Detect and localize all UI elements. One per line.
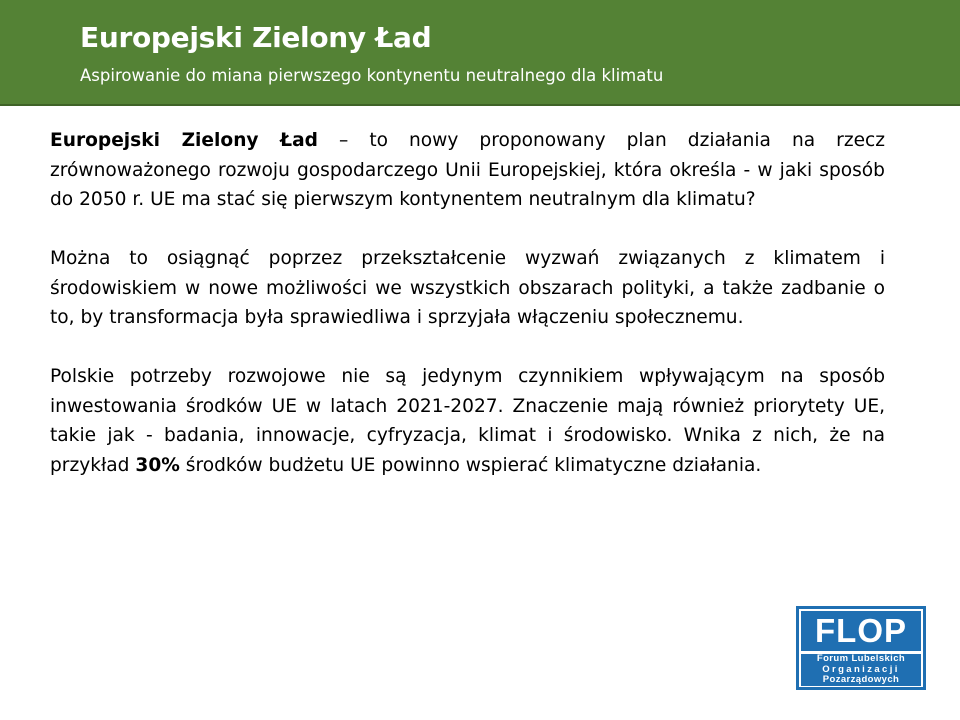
logo-line-2: Organizacji [822,663,900,675]
flop-logo [796,606,926,690]
slide-subtitle: Aspirowanie do miana pierwszego kontynentu neutralnego dla klimatu [80,66,664,85]
paragraph-priorities-text-after: środków budżetu UE powinno wspierać klimatyczne działania. [179,454,762,476]
paragraph-priorities-text-before: Polskie potrzeby rozwojowe nie są jedynym czynnikiem wpływającym na sposób inwestowania środków UE w latach 2021-2027. Znaczenie mają również priorytety UE, takie jak - badania, innowacje, cyfryzacja, klimat i środowisko. Wnika z nich, że na przykład [50,366,885,476]
paragraph-approach-text: Można to osiągnąć poprzez przekształcenie wyzwań związanych z klimatem i środowiskiem w nowe możliwości we wszystkich obszarach polityki, a także zadbanie o to, by transformacja była sprawiedliwa i sprzyjała włączeniu społecznemu. [50,248,885,328]
paragraph-lead-bold: Europejski Zielony Ład [50,130,318,151]
paragraph-approach [50,244,885,333]
budget-percentage: 30% [135,454,180,476]
paragraph-definition [50,126,885,215]
logo-line-3: Pozarządowych [822,674,900,686]
paragraph-definition-text: – to nowy proponowany plan działania na rzecz zrównoważonego rozwoju gospodarczego Unii Europejskiej, która określa - w jaki sposób do 2050 r. UE ma stać się pierwszym kontynentem neutralnym dla klimatu? [50,130,885,210]
logo-line-1: Forum Lubelskich [816,653,906,664]
header-bar [0,0,960,106]
logo-wordmark: FLOP [801,611,921,651]
slide-title: Europejski Zielony Ład [80,21,432,54]
paragraph-priorities [50,362,885,480]
slide-body [50,126,885,480]
logo-tagline [801,654,921,686]
